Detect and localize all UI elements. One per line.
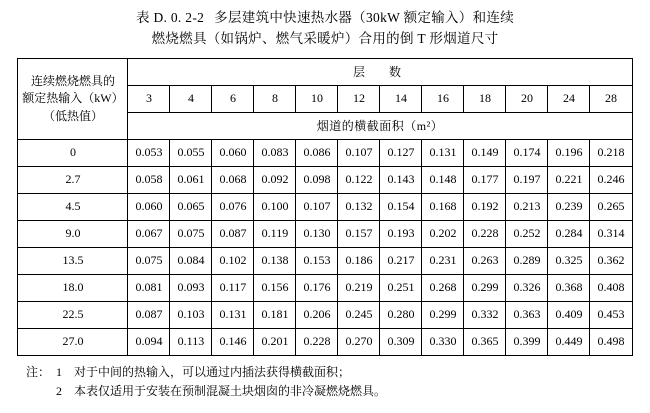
table-cell: 0.168 [422,193,464,220]
table-cell: 0.075 [170,220,212,247]
table-cell: 0.399 [506,328,548,355]
row-label: 9.0 [18,220,128,247]
table-cell: 0.119 [254,220,296,247]
table-cell: 0.157 [338,220,380,247]
table-cell: 0.252 [506,220,548,247]
table-cell: 0.213 [506,193,548,220]
table-cell: 0.219 [338,274,380,301]
table-cell: 0.409 [548,301,590,328]
table-cell: 0.132 [338,193,380,220]
table-row [18,220,632,247]
table-cell: 0.280 [380,301,422,328]
table-row [18,193,632,220]
table-cell: 0.270 [338,328,380,355]
table-cell: 0.177 [464,166,506,193]
table-cell: 0.100 [254,193,296,220]
table-cell: 0.299 [464,274,506,301]
table-cell: 0.231 [422,247,464,274]
layer-value-cell: 16 [422,85,464,112]
layer-value-cell: 20 [506,85,548,112]
table-cell: 0.068 [212,166,254,193]
table-cell: 0.130 [296,220,338,247]
table-cell: 0.314 [590,220,632,247]
table-cell: 0.087 [128,301,170,328]
table-cell: 0.221 [548,166,590,193]
row-label: 27.0 [18,328,128,355]
table-cell: 0.107 [296,193,338,220]
table-cell: 0.131 [422,139,464,166]
table-cell: 0.156 [254,274,296,301]
table-title-text-1: 多层建筑中快速热水器（30kW 额定输入）和连续 [214,10,514,25]
table-cell: 0.206 [296,301,338,328]
table-cell: 0.246 [590,166,632,193]
table-row [18,247,632,274]
table-cell: 0.060 [212,139,254,166]
table-cell: 0.174 [506,139,548,166]
notes-label: 注： [26,364,51,379]
table-cell: 0.061 [170,166,212,193]
table-cell: 0.197 [506,166,548,193]
table-cell: 0.083 [254,139,296,166]
table-cell: 0.053 [128,139,170,166]
table-cell: 0.092 [254,166,296,193]
table-cell: 0.138 [254,247,296,274]
table-cell: 0.081 [128,274,170,301]
lead-header-line-3: （低热值） [42,108,103,123]
table-cell: 0.228 [296,328,338,355]
table-row [18,301,632,328]
table-cell: 0.245 [338,301,380,328]
table-cell: 0.075 [128,247,170,274]
table-cell: 0.127 [380,139,422,166]
row-label: 13.5 [18,247,128,274]
layer-value-cell: 3 [128,85,170,112]
cross-section-area-header: 烟道的横截面积（m²） [128,112,632,139]
table-cell: 0.131 [212,301,254,328]
table-title [0,0,650,56]
table-cell: 0.453 [590,301,632,328]
note-text: 本表仅适用于安装在预制混凝土块烟囱的非冷凝燃烧燃具。 [74,384,387,399]
table-cell: 0.153 [296,247,338,274]
row-label: 18.0 [18,274,128,301]
table-cell: 0.146 [212,328,254,355]
table-title-line-1 [26,8,624,29]
layer-value-cell: 12 [338,85,380,112]
table-cell: 0.449 [548,328,590,355]
table-cell: 0.086 [296,139,338,166]
table-cell: 0.098 [296,166,338,193]
table-cell: 0.113 [170,328,212,355]
table-cell: 0.149 [464,139,506,166]
table-cell: 0.076 [212,193,254,220]
layer-value-cell: 4 [170,85,212,112]
table-cell: 0.107 [338,139,380,166]
table-cell: 0.186 [338,247,380,274]
row-label: 2.7 [18,166,128,193]
table-notes [26,363,624,401]
table-cell: 0.087 [212,220,254,247]
note-text: 对于中间的热输入，可以通过内插法获得横截面积； [74,364,351,379]
table-title-line-2: 燃烧燃具（如锅炉、燃气采暖炉）合用的倒 T 形烟道尺寸 [151,30,499,46]
layer-value-cell: 8 [254,85,296,112]
row-label: 4.5 [18,193,128,220]
table-cell: 0.202 [422,220,464,247]
table-cell: 0.143 [380,166,422,193]
note-number: 1 [56,364,62,379]
table-cell: 0.067 [128,220,170,247]
table-cell: 0.365 [464,328,506,355]
table-cell: 0.263 [464,247,506,274]
table-cell: 0.299 [422,301,464,328]
table-cell: 0.192 [464,193,506,220]
table-number: 表 D. 0. 2-2 [136,10,205,25]
layer-count-header: 层 数 [128,58,632,85]
table-row [18,274,632,301]
table-cell: 0.368 [548,274,590,301]
layer-value-cell: 14 [380,85,422,112]
table-cell: 0.251 [380,274,422,301]
table-row [18,139,632,166]
table-cell: 0.060 [128,193,170,220]
table-cell: 0.084 [170,247,212,274]
table-cell: 0.065 [170,193,212,220]
table-cell: 0.363 [506,301,548,328]
layer-value-cell: 28 [590,85,632,112]
table-cell: 0.239 [548,193,590,220]
layer-value-cell: 6 [212,85,254,112]
table-cell: 0.330 [422,328,464,355]
table-cell: 0.102 [212,247,254,274]
note-item [26,382,624,401]
layer-value-cell: 24 [548,85,590,112]
table-cell: 0.218 [590,139,632,166]
table-cell: 0.122 [338,166,380,193]
table-cell: 0.325 [548,247,590,274]
table-cell: 0.196 [548,139,590,166]
table-cell: 0.093 [170,274,212,301]
table-cell: 0.326 [506,274,548,301]
row-label: 22.5 [18,301,128,328]
table-cell: 0.408 [590,274,632,301]
table-cell: 0.289 [506,247,548,274]
table-row [18,328,632,355]
table-cell: 0.217 [380,247,422,274]
table-cell: 0.181 [254,301,296,328]
note-number: 2 [56,384,62,399]
table-cell: 0.362 [590,247,632,274]
table-row [18,166,632,193]
table-cell: 0.103 [170,301,212,328]
table-cell: 0.265 [590,193,632,220]
note-item [26,363,624,382]
table-cell: 0.055 [170,139,212,166]
table-cell: 0.176 [296,274,338,301]
table-cell: 0.154 [380,193,422,220]
flue-size-table [17,58,632,356]
table-cell: 0.228 [464,220,506,247]
table-cell: 0.309 [380,328,422,355]
table-cell: 0.268 [422,274,464,301]
lead-header-line-1: 连续燃烧燃具的 [30,73,115,88]
table-cell: 0.148 [422,166,464,193]
layer-value-cell: 10 [296,85,338,112]
lead-header-cell [18,58,128,139]
table-cell: 0.193 [380,220,422,247]
table-cell: 0.498 [590,328,632,355]
table-cell: 0.332 [464,301,506,328]
layer-value-cell: 18 [464,85,506,112]
table-cell: 0.094 [128,328,170,355]
lead-header-line-2: 额定热输入（kW） [22,91,124,106]
table-cell: 0.201 [254,328,296,355]
table-cell: 0.284 [548,220,590,247]
table-cell: 0.117 [212,274,254,301]
table-header-row-layers [18,58,632,85]
table-cell: 0.058 [128,166,170,193]
row-label: 0 [18,139,128,166]
